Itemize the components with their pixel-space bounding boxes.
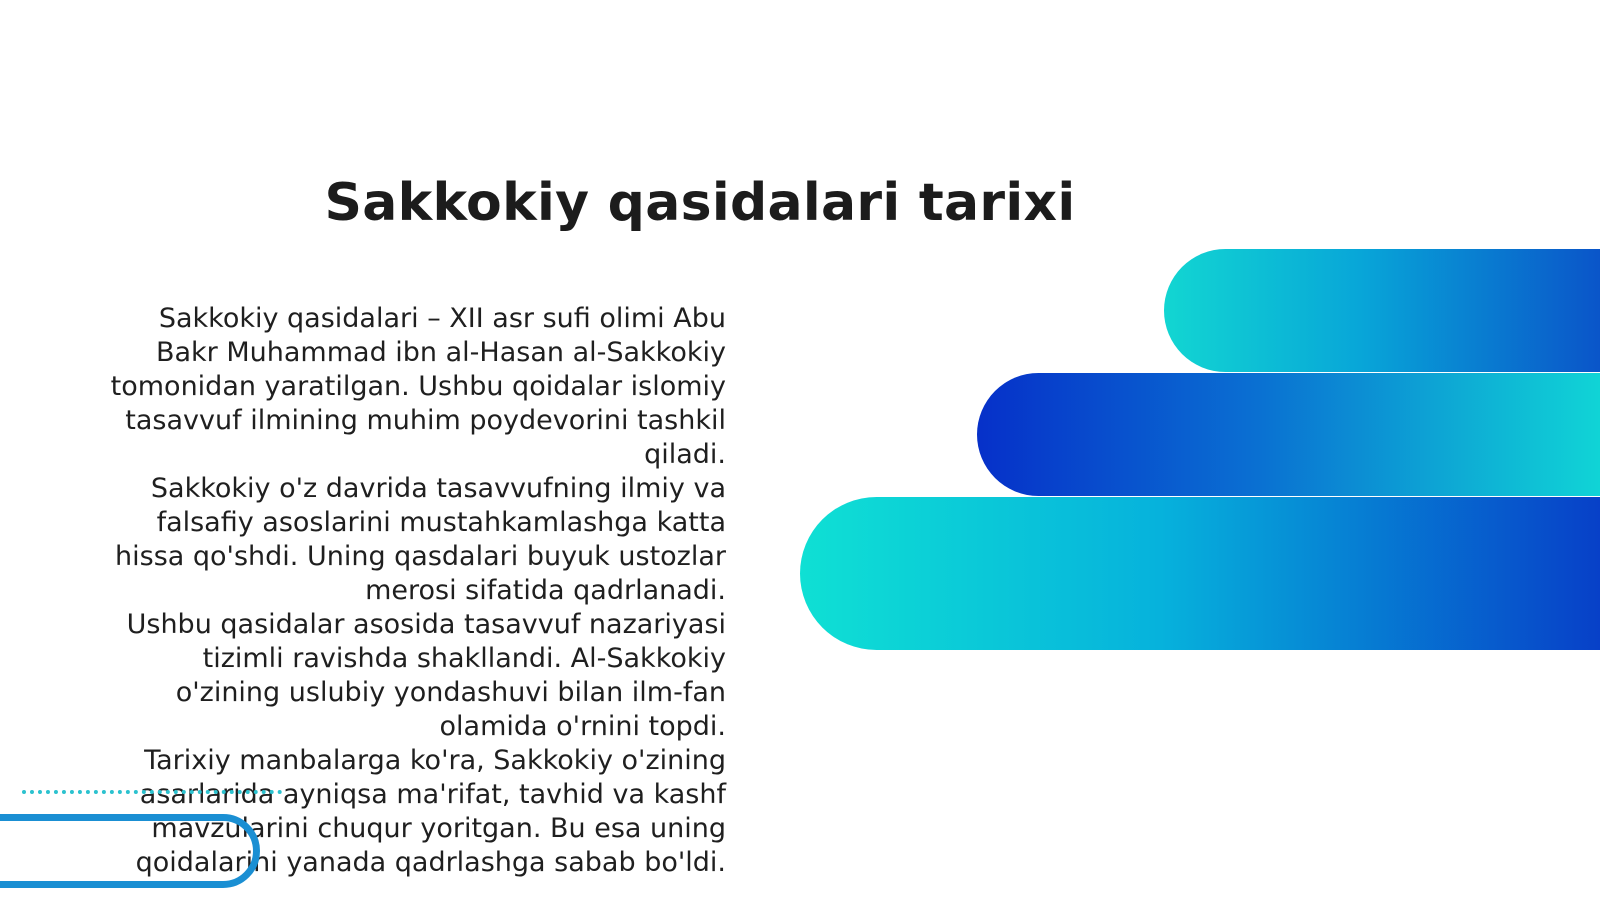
- rounded-outline-decoration: [0, 814, 260, 888]
- slide-title: Sakkokiy qasidalari tarixi: [324, 172, 1076, 233]
- body-paragraph: Tarixiy manbalarga ko'ra, Sakkokiy o'zining asarlarida ayniqsa ma'rifat, tavhid va kashf mavzularini chuqur yoritgan. Bu esa uning qoidalarini yanada qadrlashga sabab bo'ldi.: [135, 745, 726, 878]
- body-paragraph: Sakkokiy o'z davrida tasavvufning ilmiy va falsafiy asoslarini mustahkamlashga katta hissa qo'shdi. Uning qasdalari buyuk ustozlar merosi sifatida qadrlanadi.: [115, 473, 726, 606]
- gradient-band-middle: [977, 373, 1600, 496]
- gradient-band-top: [1164, 249, 1600, 372]
- gradient-band-bottom: [800, 497, 1600, 650]
- dotted-line-decoration: [22, 790, 282, 794]
- body-paragraph: Ushbu qasidalar asosida tasavvuf nazariyasi tizimli ravishda shakllandi. Al-Sakkokiy o'zining uslubiy yondashuvi bilan ilm-fan olamida o'rnini topdi.: [126, 609, 726, 742]
- body-paragraph: Sakkokiy qasidalari – XII asr sufi olimi Abu Bakr Muhammad ibn al-Hasan al-Sakkokiy tomonidan yaratilgan. Ushbu qoidalar islomiy tasavvuf ilmining muhim poydevorini tashkil qiladi.: [110, 303, 726, 470]
